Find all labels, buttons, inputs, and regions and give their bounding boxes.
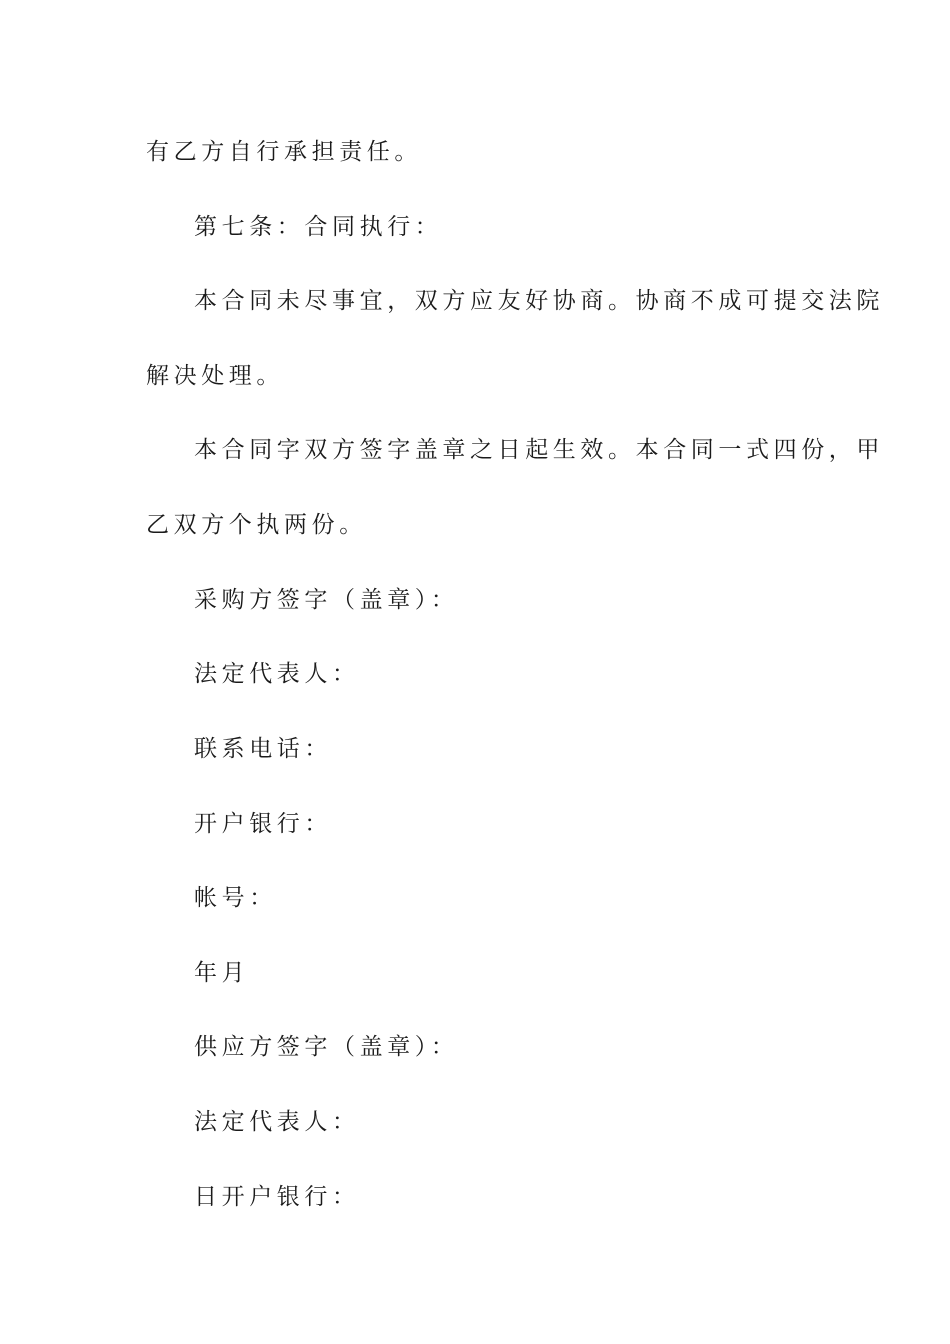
supplier-signature-label: 供应方签字（盖章）： xyxy=(194,1034,459,1060)
buyer-legal-rep-label: 法定代表人： xyxy=(194,661,360,687)
buyer-signature-label: 采购方签字（盖章）： xyxy=(194,587,459,613)
supplier-legal-rep-label: 法定代表人： xyxy=(194,1109,360,1135)
paragraph-line: 本合同未尽事宜，双方应友好协商。协商不成可提交法院 xyxy=(194,288,884,314)
article-heading: 第七条：合同执行： xyxy=(194,214,443,240)
buyer-bank-label: 开户银行： xyxy=(194,811,332,837)
text-line-continuation: 有乙方自行承担责任。 xyxy=(146,139,422,165)
buyer-account-label: 帐号： xyxy=(194,885,277,911)
paragraph-line: 本合同字双方签字盖章之日起生效。本合同一式四份，甲 xyxy=(194,437,884,463)
paragraph-line: 乙双方个执两份。 xyxy=(146,512,367,538)
paragraph-line: 解决处理。 xyxy=(146,363,284,389)
supplier-bank-label: 日开户银行： xyxy=(194,1184,360,1210)
date-label: 年月 xyxy=(194,960,250,986)
buyer-phone-label: 联系电话： xyxy=(194,736,332,762)
